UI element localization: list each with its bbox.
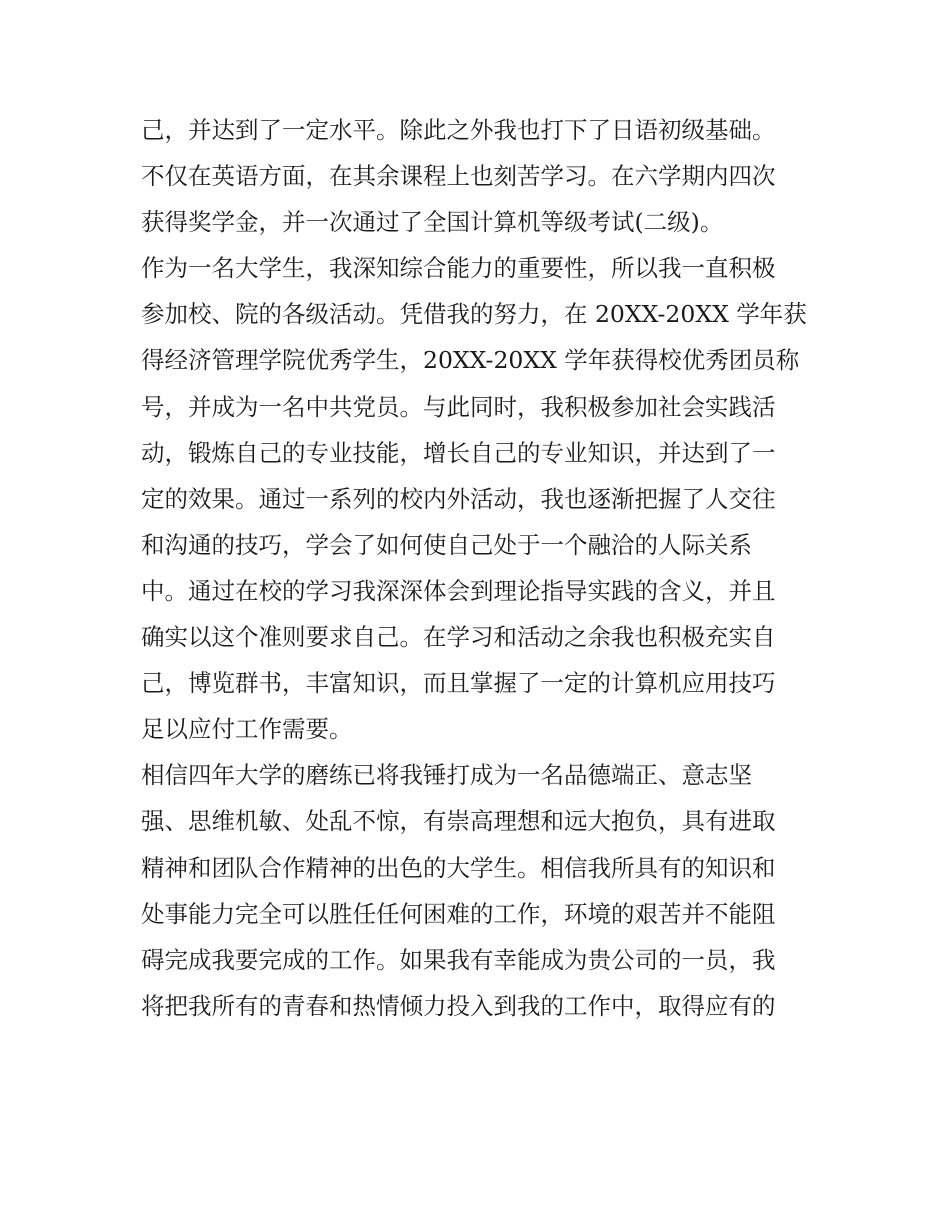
text-line: 作为一名大学生，我深知综合能力的重要性，所以我一直积极 (141, 254, 776, 283)
text-line: 足以应付工作需要。 (141, 715, 353, 744)
text-line: 动，锻炼自己的专业技能，增长自己的专业知识，并达到了一 (141, 438, 776, 467)
text-line: 定的效果。通过一系列的校内外活动，我也逐渐把握了人交往 (141, 484, 776, 513)
text-line: 得经济管理学院优秀学生，20XX-20XX 学年获得校优秀团员称 (141, 346, 800, 375)
text-line: 号，并成为一名中共党员。与此同时，我积极参加社会实践活 (141, 392, 776, 421)
body-text (141, 107, 821, 1029)
text-line: 将把我所有的青春和热情倾力投入到我的工作中，取得应有的 (141, 991, 776, 1020)
text-line: 确实以这个准则要求自己。在学习和活动之余我也积极充实自 (141, 623, 776, 652)
text-line: 参加校、院的各级活动。凭借我的努力，在 20XX-20XX 学年获 (141, 300, 807, 329)
text-line: 相信四年大学的磨练已将我锤打成为一名品德端正、意志坚 (141, 761, 752, 790)
text-line: 处事能力完全可以胜任任何困难的工作，环境的艰苦并不能阻 (141, 899, 776, 928)
text-line: 己，博览群书，丰富知识，而且掌握了一定的计算机应用技巧 (141, 669, 776, 698)
text-line: 中。通过在校的学习我深深体会到理论指导实践的含义，并且 (141, 576, 776, 605)
text-line: 精神和团队合作精神的出色的大学生。相信我所具有的知识和 (141, 853, 776, 882)
text-line: 和沟通的技巧，学会了如何使自己处于一个融洽的人际关系 (141, 530, 752, 559)
text-line: 获得奖学金，并一次通过了全国计算机等级考试(二级)。 (141, 208, 724, 237)
text-line: 己，并达到了一定水平。除此之外我也打下了日语初级基础。 (141, 116, 776, 144)
text-line: 不仅在英语方面，在其余课程上也刻苦学习。在六学期内四次 (141, 162, 776, 191)
text-line: 强、思维机敏、处乱不惊，有崇高理想和远大抱负，具有进取 (141, 807, 776, 836)
text-line: 碍完成我要完成的工作。如果我有幸能成为贵公司的一员，我 (141, 945, 776, 974)
